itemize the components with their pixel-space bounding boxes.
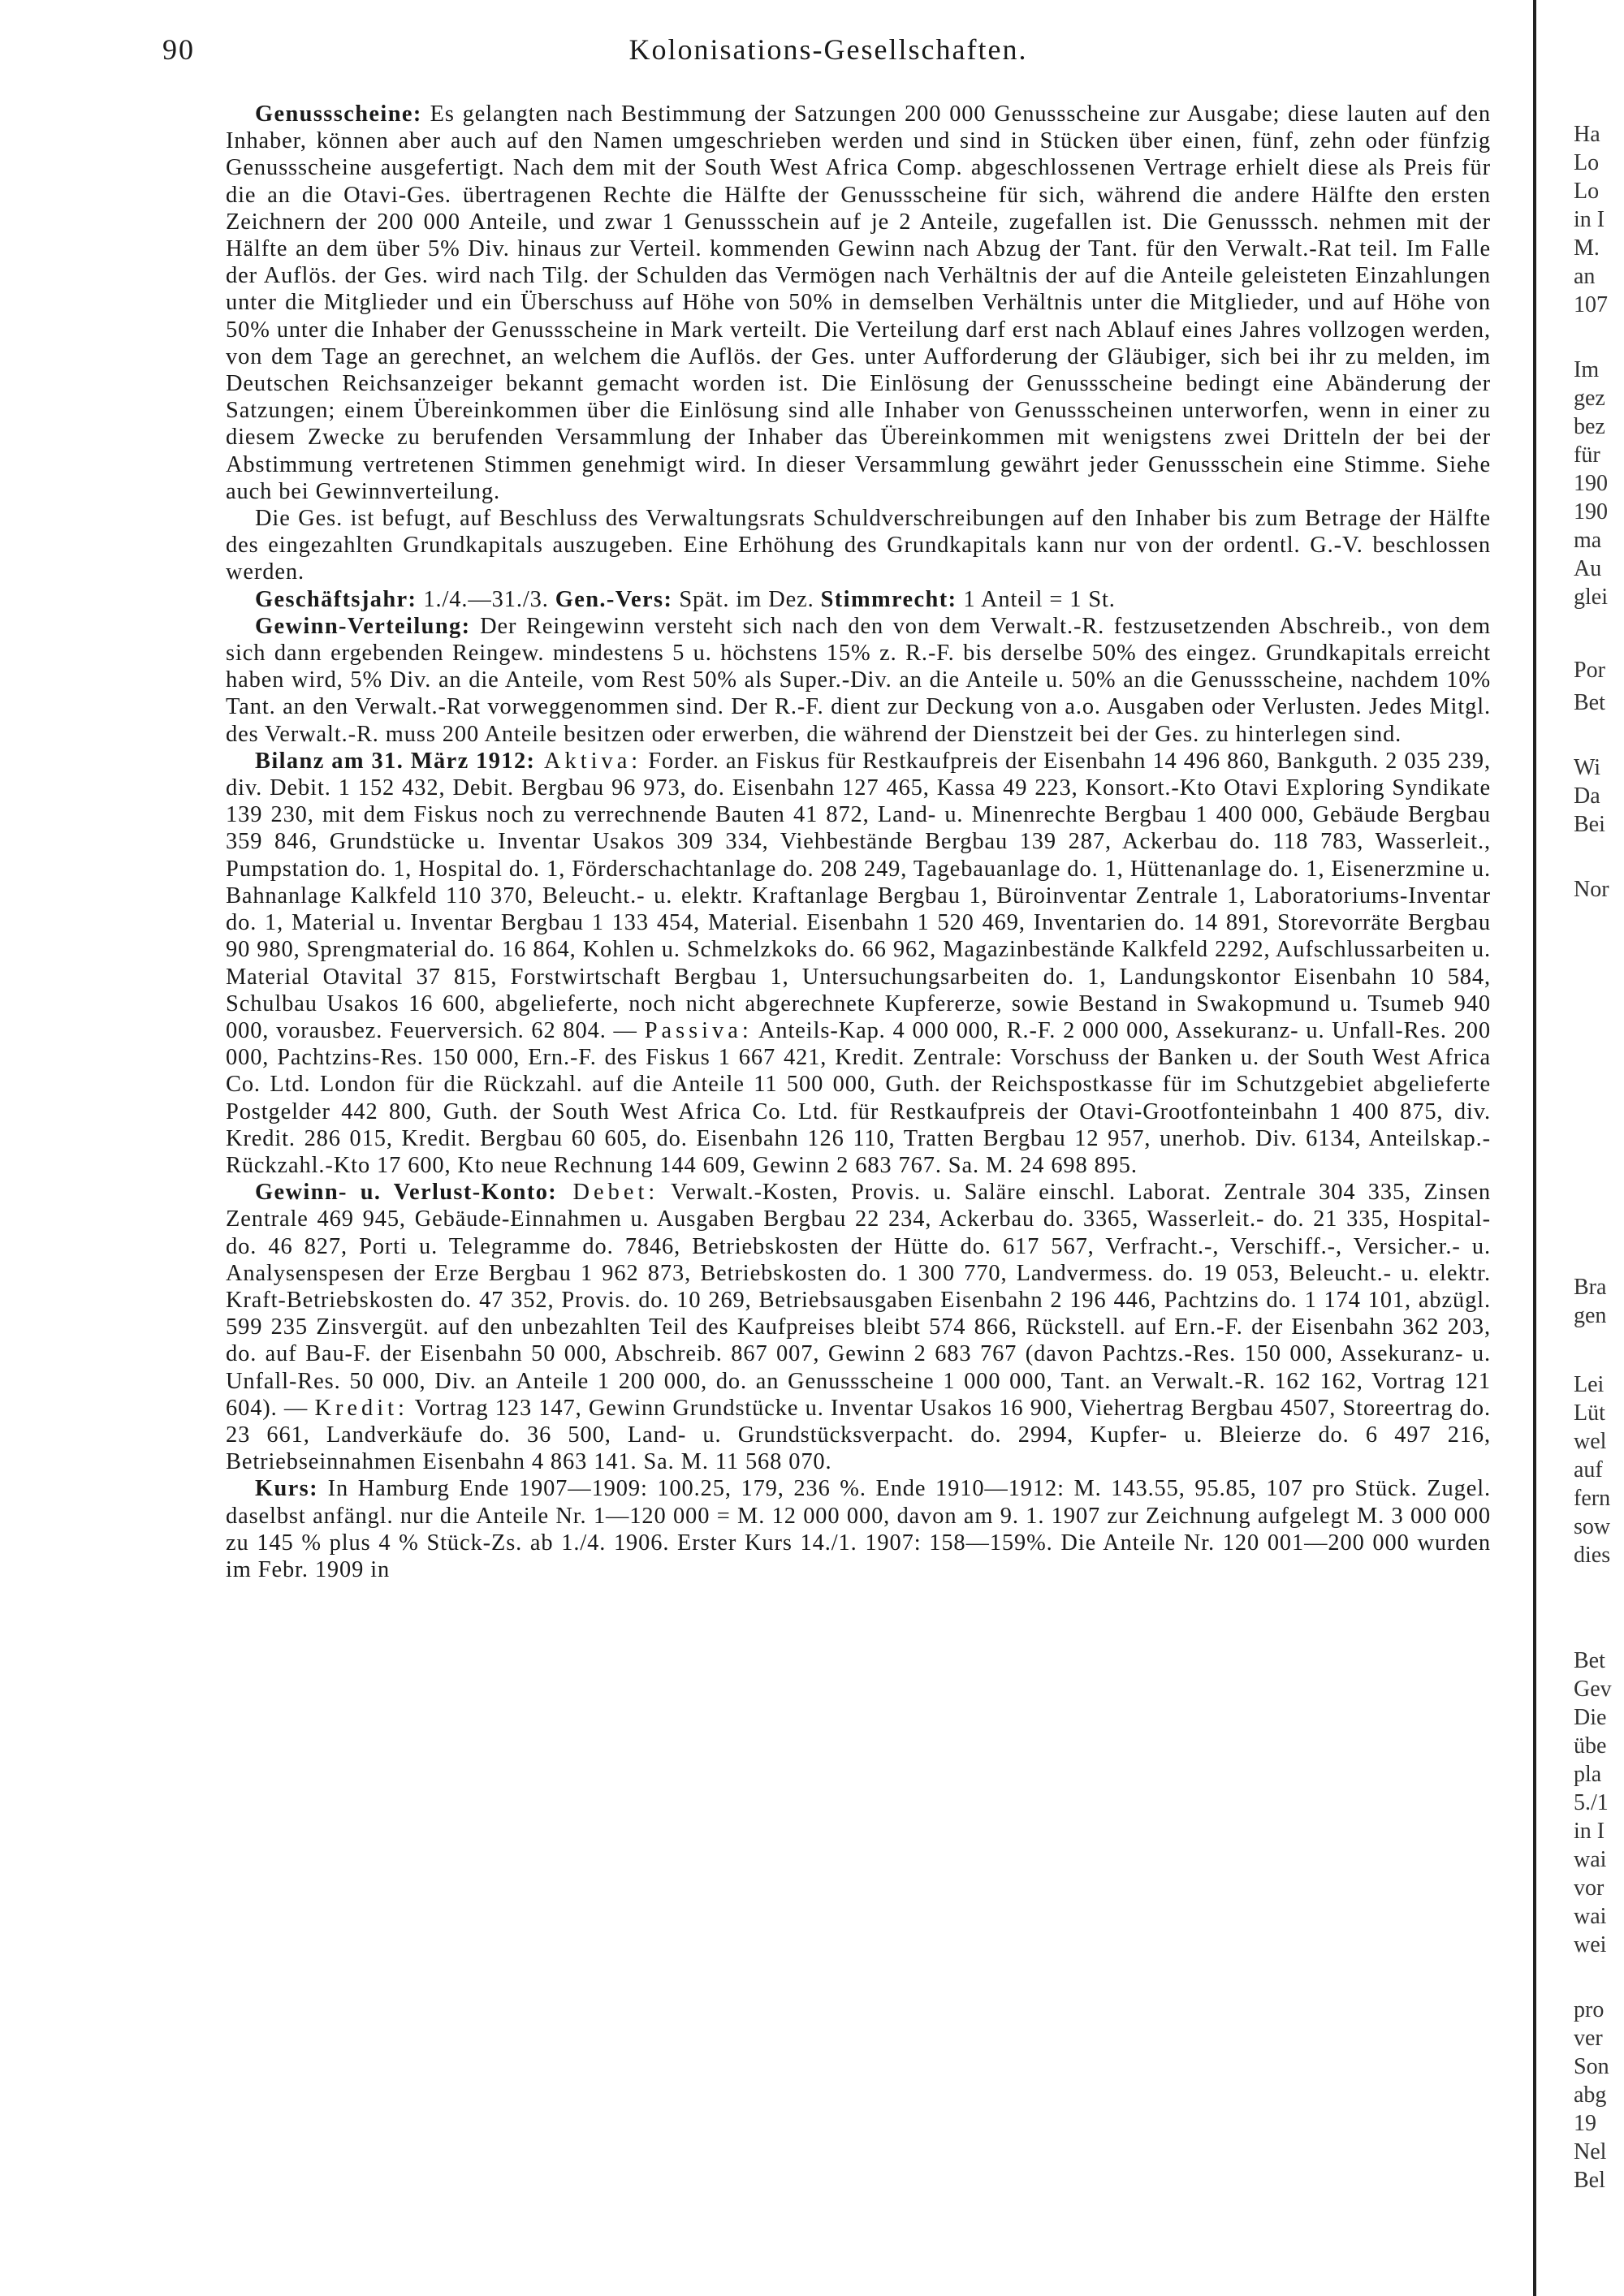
adjacent-page-fragment: auf: [1574, 1457, 1603, 1482]
adjacent-page-fragment: Son: [1574, 2054, 1609, 2079]
adjacent-page-fragment: Ha: [1574, 122, 1600, 147]
adjacent-page-fragment: Die: [1574, 1705, 1607, 1730]
adjacent-page-fragment: sow: [1574, 1514, 1611, 1539]
adjacent-page-fragment: Nel: [1574, 2139, 1607, 2164]
adjacent-page-fragment: für: [1574, 442, 1600, 468]
adjacent-page-fragment: fern: [1574, 1486, 1611, 1511]
page-header: [162, 32, 1494, 81]
adjacent-page-fragment: 5./1: [1574, 1790, 1609, 1815]
adjacent-page-fragment: pro: [1574, 1997, 1605, 2022]
adjacent-page-fragment: wel: [1574, 1429, 1607, 1454]
section-text: Forder. an Fiskus für Restkaufpreis der Eisenbahn 14 496 860, Bankguth. 2 035 239, div. Debit. 1 152 432, Debit. Bergbau 96 973, do. Eisenbahn 127 465, Kassa 49 223, Konsort.-Kto Otavi Exploring Syndikate 139 230, mit dem Fiskus noch zu verrechnende Bauten 41 872, Land- u. Minenrechte Bergbau 1 400 000, Gebäude Bergbau 359 846, Grundstücke u. Inventar Usakos 309 334, Viehbestände Bergbau 139 287, Ackerbau do. 118 783, Wasserleit., Pumpstation do. 1, Hospital do. 1, Förderschachtanlage do. 208 249, Tagebauanlage do. 1, Hüttenanlage do. 1, Eisenerzmine u. Bahnanlage Kalkfeld 110 370, Beleucht.- u. elektr. Kraftanlage Bergbau 1, Büroinventar Zentrale 1, Laboratoriums-Inventar do. 1, Material u. Inventar Bergbau 1 133 454, Material. Eisenbahn 1 520 469, Inventarien do. 14 891, Storevorräte Bergbau 90 980, Sprengmaterial do. 16 864, Kohlen u. Schmelzkoks do. 66 962, Magazinbestände Kalkfeld 2292, Aufschlussarbeiten u. Material Otavital 37 815, Forstwirtschaft Bergbau 1, Untersuchungsarbeiten do. 1, Landungskontor Eisenbahn 10 584, Schulbau Usakos 16 600, abgelieferte, noch nicht abgerechnete Kupfererze, sowie Bestand in Swakopmund u. Tsumeb 940 000, vorausbez. Feuerversich. 62 804. —: [226, 748, 1491, 1043]
section-text: 1./4.—31./3.: [417, 586, 555, 612]
section-text: Vortrag 123 147, Gewinn Grundstücke u. Inventar Usakos 16 900, Viehertrag Bergbau 4507, Storeertrag do. 23 661, Landverkäufe do. 36 500, Land- u. Grundstücksverpacht. do. 2994, Kupfer- u. Bleierze do. 6 497 216, Betriebseinnahmen Eisenbahn 4 863 141. Sa. M. 11 568 070.: [226, 1395, 1491, 1475]
adjacent-page-fragment: Lei: [1574, 1372, 1605, 1397]
section-text: Die Ges. ist befugt, auf Beschluss des Verwaltungsrats Schuldverschreibungen auf den Inhaber bis zum Betrage der Hälfte des eingezahlten Grundkapitals auszugeben. Eine Erhöhung des Grundkapitals kann nur von der ordentl. G.-V. beschlossen werden.: [226, 506, 1491, 585]
adjacent-page-column: [1574, 122, 1624, 2233]
section-lead-gen-vers: Gen.-Vers:: [555, 586, 673, 612]
aktiva-label: Aktiva:: [535, 748, 642, 774]
section-text: 1 Anteil = 1 St.: [957, 586, 1116, 612]
section-lead: Bilanz am 31. März 1912:: [255, 748, 536, 774]
section-lead: Geschäftsjahr:: [255, 586, 417, 612]
adjacent-page-fragment: abg: [1574, 2082, 1607, 2108]
adjacent-page-fragment: übe: [1574, 1733, 1607, 1759]
adjacent-page-fragment: glei: [1574, 585, 1608, 610]
adjacent-page-fragment: gen: [1574, 1303, 1607, 1328]
adjacent-page-fragment: an: [1574, 264, 1596, 289]
main-column: [226, 101, 1491, 2268]
adjacent-page-fragment: Lo: [1574, 150, 1600, 175]
section-text: Anteils-Kap. 4 000 000, R.-F. 2 000 000, Assekuranz- u. Unfall-Res. 200 000, Pachtzins-Res. 150 000, Ern.-F. des Fiskus 1 667 421, Kredit. Zentrale: Vorschuss der Banken u. der South West Africa Co. Ltd. London für die Rückzahl. auf die Anteile 11 500 000, Guth. der Reichspostkasse für im Schutzgebiet abgelieferte Postgelder 442 800, Guth. der South West Africa Co. Ltd. für Restkaufpreis der Otavi-Grootfonteinbahn 1 400 875, div. Kredit. 286 015, Kredit. Bergbau 60 605, do. Eisenbahn 126 110, Tratten Bergbau 12 957, unerhob. Div. 6134, Anteilskap.-Rückzahl.-Kto 17 600, Kto neue Rechnung 144 609, Gewinn 2 683 767. Sa. M. 24 698 895.: [226, 1017, 1491, 1178]
section-schuldverschreibungen: [226, 505, 1491, 586]
adjacent-page-fragment: wai: [1574, 1904, 1607, 1929]
adjacent-page-fragment: in I: [1574, 1819, 1605, 1844]
adjacent-page-fragment: in I: [1574, 207, 1605, 232]
adjacent-page-fragment: ver: [1574, 2026, 1603, 2051]
page-fold-divider: [1533, 0, 1536, 2296]
adjacent-page-fragment: Bet: [1574, 1648, 1605, 1673]
adjacent-page-fragment: Im: [1574, 357, 1600, 382]
adjacent-page-fragment: wei: [1574, 1932, 1607, 1957]
adjacent-page-fragment: pla: [1574, 1762, 1602, 1787]
adjacent-page-fragment: bez: [1574, 414, 1605, 439]
adjacent-page-fragment: Bet: [1574, 690, 1605, 715]
section-text: In Hamburg Ende 1907—1909: 100.25, 179, 236 %. Ende 1910—1912: M. 143.55, 95.85, 107 pro Stück. Zugel. daselbst anfängl. nur die Anteile Nr. 1—120 000 = M. 12 000 000, davon am 9. 1. 1907 zur Zeichnung aufgelegt M. 3 000 000 zu 145 % plus 4 % Stück-Zs. ab 1./4. 1906. Erster Kurs 14./1. 1907: 158—159%. Die Anteile Nr. 120 001—200 000 wurden im Febr. 1909 in: [226, 1476, 1491, 1582]
adjacent-page-fragment: M.: [1574, 235, 1600, 261]
adjacent-page-fragment: gez: [1574, 386, 1605, 411]
adjacent-page-fragment: 19: [1574, 2111, 1596, 2136]
adjacent-page-fragment: Bra: [1574, 1275, 1607, 1300]
section-lead: Gewinn- u. Verlust-Konto:: [255, 1180, 558, 1206]
section-kurs: [226, 1475, 1491, 1583]
adjacent-page-fragment: vor: [1574, 1875, 1605, 1901]
section-bilanz: [226, 748, 1491, 1179]
section-lead: Genussscheine:: [255, 101, 422, 127]
adjacent-page-fragment: Gev: [1574, 1677, 1612, 1702]
adjacent-page-fragment: 190: [1574, 499, 1608, 524]
adjacent-page-fragment: Bei: [1574, 812, 1605, 837]
debet-label: Debet:: [557, 1180, 659, 1206]
section-lead: Gewinn-Verteilung:: [255, 613, 471, 639]
section-text: Verwalt.-Kosten, Provis. u. Saläre einschl. Laborat. Zentrale 304 335, Zinsen Zentrale 469 945, Gebäude-Einnahmen u. Ausgaben Bergbau 22 234, Ackerbau do. 3365, Wasserleit.- do. 21 335, Hospital- do. 46 827, Porti u. Telegramme do. 7846, Betriebskosten der Hütte do. 617 567, Verfracht.-, Verschiff.-, Versicher.- u. Analysenspesen der Erze Bergbau 1 962 873, Betriebskosten do. 1 300 770, Landvermess. do. 19 053, Beleucht.- u. elektr. Kraft-Betriebskosten do. 47 352, Provis. do. 10 269, Betriebsausgaben Eisenbahn 2 196 446, Pachtzins do. 1 174 101, abzügl. 599 235 Zinsvergüt. auf den unbezahlten Teil des Kaufpreises bleibt 574 866, Rückstell. auf Ern.-F. der Eisenbahn 362 203, do. auf Bau-F. der Eisenbahn 50 000, Abschreib. 867 007, Gewinn 2 683 767 (davon Pachtzs.-Res. 150 000, Assekuranz- u. Unfall-Res. 50 000, Div. an Anteile 1 200 000, do. an Genussscheine 1 000 000, Tant. an Verwalt.-R. 162 162, Vortrag 121 604). —: [226, 1180, 1491, 1421]
adjacent-page-fragment: Da: [1574, 783, 1600, 809]
passiva-label: Passiva:: [644, 1017, 753, 1043]
adjacent-page-fragment: Wi: [1574, 755, 1601, 780]
section-lead-stimmrecht: Stimmrecht:: [820, 586, 957, 612]
section-text: Es gelangten nach Bestimmung der Satzungen 200 000 Genussscheine zur Ausgabe; diese lauten auf den Inhaber, können aber auch auf den Namen umgeschrieben werden und sind in Stücken über einen, fünf, zehn oder fünfzig Genussscheine ausgefertigt. Nach dem mit der South West Africa Comp. abgeschlossenen Vertrage erhielt diese als Preis für die an die Otavi-Ges. übertragenen Rechte die Hälfte der Genussscheine für sich, während die andere Hälfte den ersten Zeichnern der 200 000 Anteile, und zwar 1 Genussschein auf je 2 Anteile, zugefallen ist. Die Genusssch. nehmen mit der Hälfte an dem über 5% Div. hinaus zur Verteil. kommenden Gewinn nach Abzug der Tant. für den Verwalt.-Rat teil. Im Falle der Auflös. der Ges. wird nach Tilg. der Schulden das Vermögen nach Verhältnis der auf die Anteile geleisteten Einzahlungen unter die Mitglieder und ein Überschuss auf Höhe von 50% in demselben Verhältnis unter die Mitglieder, und auf Höhe von 50% unter die Inhaber der Genussscheine in Mark verteilt. Die Verteilung darf erst nach Ablauf eines Jahres vollzogen werden, von dem Tage an gerechnet, an welchem die Auflös. der Ges. unter Aufforderung der Gläubiger, sich bei ihr zu melden, im Deutschen Reichsanzeiger bekannt gemacht worden ist. Die Einlösung der Genussscheine bedingt eine Abänderung der Satzungen; einem Übereinkommen über die Einlösung sind alle Inhaber von Genussscheinen unterworfen, wenn in einer zu diesem Zwecke zu berufenden Versammlung der Inhaber das Übereinkommen mit wenigstens zwei Dritteln der bei der Abstimmung vertretenen Stimmen genehmigt wird. In dieser Versammlung gewährt jeder Genussschein eine Stimme. Siehe auch bei Gewinnverteilung.: [226, 101, 1491, 504]
section-gewinn-verlust-konto: [226, 1179, 1491, 1475]
kredit-label: Kredit:: [314, 1395, 408, 1421]
section-text: Der Reingewinn versteht sich nach den von dem Verwalt.-R. festzusetzenden Abschreib., von dem sich dann ergebenden Reingew. mindestens 5 u. höchstens 15% z. R.-F. bis derselbe 50% des eingez. Grundkapitals erreicht haben wird, 5% Div. an die Anteile, vom Rest 50% als Super.-Div. an die Anteile u. 50% an die Genussscheine, nachdem 10% Tant. an den Verwalt.-Rat vorweggenommen sind. Der R.-F. dient zur Deckung von a.o. Ausgaben oder Verlusten. Jedes Mitgl. des Verwalt.-R. muss 200 Anteile besitzen oder erwerben, die während der Dienstzeit bei der Ges. zu hinterlegen sind.: [226, 613, 1491, 747]
adjacent-page-fragment: 107: [1574, 292, 1608, 317]
adjacent-page-fragment: ma: [1574, 528, 1602, 553]
section-gewinn-verteilung: [226, 613, 1491, 748]
section-geschaeftsjahr: [226, 586, 1491, 613]
section-text: Spät. im Dez.: [672, 586, 821, 612]
adjacent-page-fragment: Au: [1574, 556, 1602, 581]
adjacent-page-fragment: Lüt: [1574, 1400, 1605, 1426]
adjacent-page-fragment: Por: [1574, 658, 1605, 683]
section-genussscheine: [226, 101, 1491, 505]
page-number: 90: [162, 33, 195, 66]
running-title: Kolonisations-Gesellschaften.: [628, 33, 1028, 66]
adjacent-page-fragment: Lo: [1574, 179, 1600, 204]
section-lead: Kurs:: [255, 1476, 318, 1502]
adjacent-page-fragment: Bel: [1574, 2168, 1605, 2193]
adjacent-page-fragment: wai: [1574, 1847, 1607, 1872]
adjacent-page-fragment: dies: [1574, 1543, 1611, 1568]
adjacent-page-fragment: 190: [1574, 471, 1608, 496]
adjacent-page-fragment: Nor: [1574, 877, 1609, 902]
